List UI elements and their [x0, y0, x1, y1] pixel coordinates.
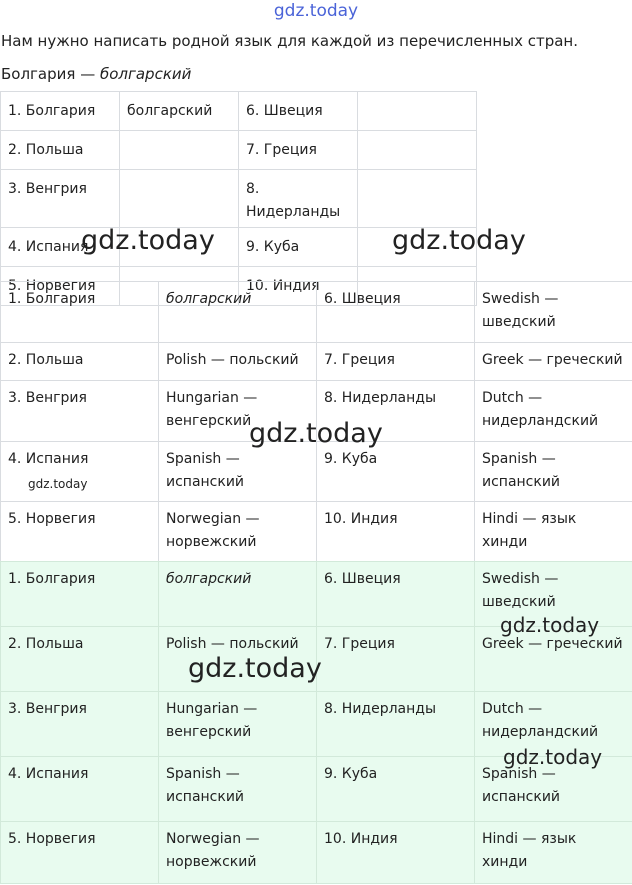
- language-cell: Spanish — испанский: [475, 757, 632, 822]
- watermark: gdz.today: [392, 225, 526, 256]
- language-cell: Spanish — испанский: [159, 757, 317, 822]
- country-cell: 5. Норвегия: [1, 822, 159, 884]
- country-cell: 6. Швеция: [317, 282, 475, 343]
- country-cell: 4. Испания: [1, 228, 120, 267]
- country-cell: 5. Норвегия: [1, 502, 159, 562]
- country-cell: 7. Греция: [317, 343, 475, 381]
- table-row: [1, 442, 632, 502]
- table-row: [1, 757, 632, 822]
- language-cell: [120, 228, 239, 267]
- example-line: [1, 65, 191, 83]
- language-cell: болгарский: [159, 562, 317, 627]
- country-cell: 3. Венгрия: [1, 170, 120, 228]
- table-row: [1, 170, 477, 228]
- country-cell: 8. Нидерланды: [239, 170, 358, 228]
- table-row: [1, 228, 477, 267]
- language-cell: [120, 131, 239, 170]
- language-cell: болгарский: [159, 282, 317, 343]
- country-cell: 3. Венгрия: [1, 692, 159, 757]
- country-cell: 4. Испания: [1, 757, 159, 822]
- country-cell: 7. Греция: [239, 131, 358, 170]
- watermark: gdz.today: [249, 418, 383, 449]
- task-instruction: Нам нужно написать родной язык для каждой из перечисленных стран.: [1, 32, 578, 50]
- watermark: gdz.today: [503, 745, 603, 769]
- table-row: [1, 92, 477, 131]
- country-cell: 1. Болгария: [1, 92, 120, 131]
- country-cell: 10. Индия: [317, 502, 475, 562]
- table-row: [1, 627, 632, 692]
- table-row: [1, 692, 632, 757]
- country-cell: 3. Венгрия: [1, 381, 159, 442]
- language-cell: Greek — греческий: [475, 627, 632, 692]
- country-cell: 9. Куба: [317, 757, 475, 822]
- language-cell: Hindi — язык хинди: [475, 502, 632, 562]
- language-cell: Greek — греческий: [475, 343, 632, 381]
- language-cell: Hindi — язык хинди: [475, 822, 632, 884]
- table-row: [1, 381, 632, 442]
- language-cell: [358, 228, 477, 267]
- country-cell: 4. Испания: [1, 442, 159, 502]
- language-cell: [120, 170, 239, 228]
- table-row: [1, 282, 632, 343]
- country-cell: 1. Болгария: [1, 562, 159, 627]
- country-cell: 9. Куба: [239, 228, 358, 267]
- language-cell: Swedish — шведский: [475, 562, 632, 627]
- watermark: gdz.today: [188, 653, 322, 684]
- language-cell: [358, 92, 477, 131]
- table-row: [1, 562, 632, 627]
- country-cell: 5. Норвегия: [1, 267, 120, 306]
- example-language: болгарский: [99, 65, 192, 83]
- table-row: [1, 131, 477, 170]
- country-cell: 9. Куба: [317, 442, 475, 502]
- country-cell: 2. Польша: [1, 343, 159, 381]
- answer-table-highlighted: [0, 561, 632, 884]
- language-cell: Spanish — испанский: [475, 442, 632, 502]
- language-cell: [358, 131, 477, 170]
- table-row: [1, 502, 632, 562]
- watermark: gdz.today: [81, 225, 215, 256]
- example-country: Болгария —: [1, 65, 100, 83]
- language-cell: Norwegian — норвежский: [159, 822, 317, 884]
- language-cell: Dutch — нидерландский: [475, 692, 632, 757]
- country-cell: 2. Польша: [1, 627, 159, 692]
- table-row: [1, 343, 632, 381]
- language-cell: болгарский: [120, 92, 239, 131]
- table-row: [1, 822, 632, 884]
- language-cell: Polish — польский: [159, 343, 317, 381]
- answer-table: [0, 281, 632, 562]
- language-cell: Swedish — шведский: [475, 282, 632, 343]
- country-cell: 10. Индия: [317, 822, 475, 884]
- language-cell: Spanish — испанский: [159, 442, 317, 502]
- country-cell: 1. Болгария: [1, 282, 159, 343]
- country-cell: 10. Индия: [239, 267, 358, 306]
- country-cell: 6. Швеция: [239, 92, 358, 131]
- country-cell: 8. Нидерланды: [317, 381, 475, 442]
- language-cell: Hungarian — венгерский: [159, 692, 317, 757]
- country-cell: 7. Греция: [317, 627, 475, 692]
- language-cell: Dutch — нидерландский: [475, 381, 632, 442]
- blank-task-table: [0, 91, 477, 306]
- language-cell: Norwegian — норвежский: [159, 502, 317, 562]
- country-cell: 6. Швеция: [317, 562, 475, 627]
- language-cell: [358, 170, 477, 228]
- country-cell: 2. Польша: [1, 131, 120, 170]
- language-cell: Hungarian — венгерский: [159, 381, 317, 442]
- country-cell: 8. Нидерланды: [317, 692, 475, 757]
- language-cell: Polish — польский: [159, 627, 317, 692]
- site-logo[interactable]: gdz.today: [273, 1, 359, 21]
- watermark: gdz.today: [500, 613, 600, 637]
- watermark: gdz.today: [28, 477, 88, 491]
